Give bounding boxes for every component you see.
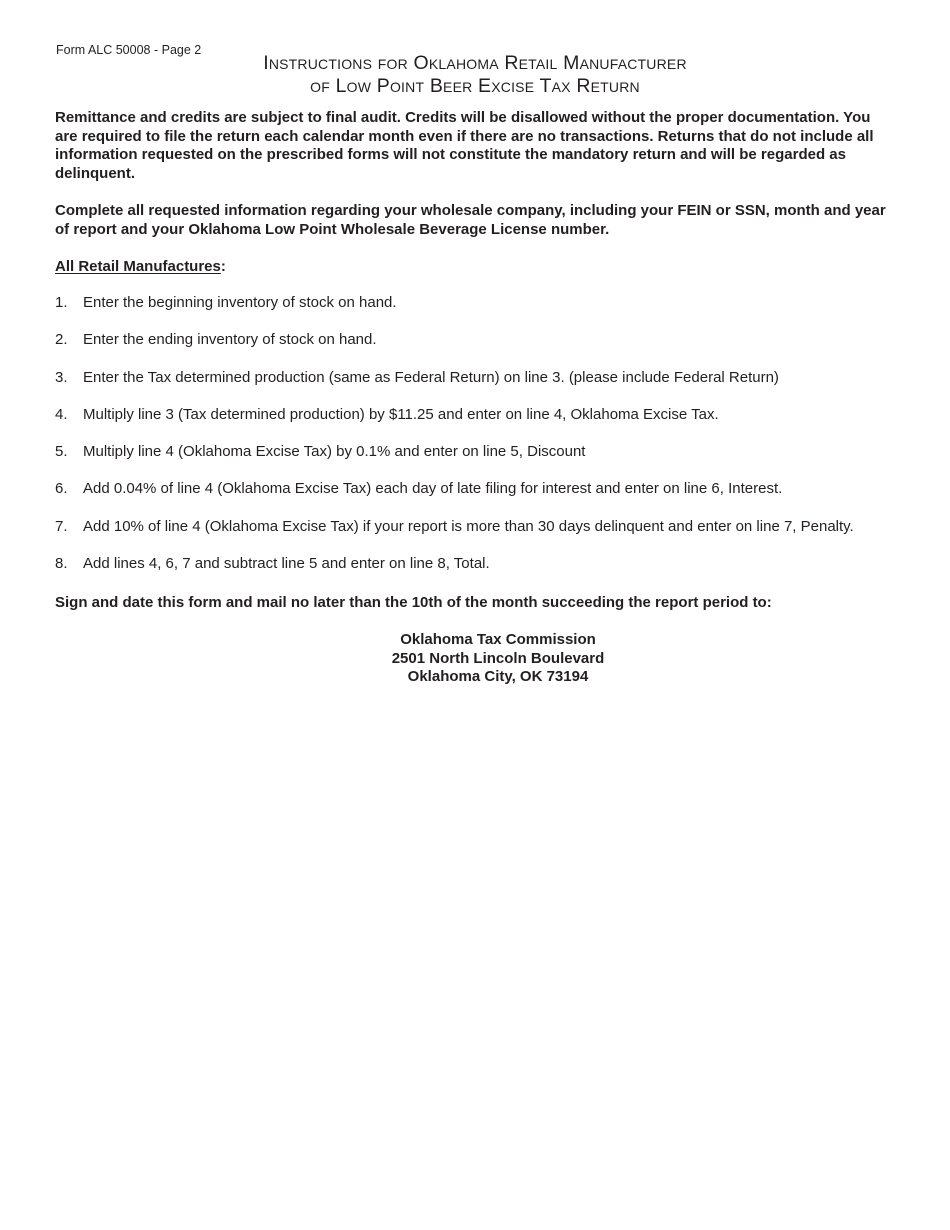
step-number: 3. [55,368,68,386]
intro-paragraph-requested-info: Complete all requested information regarding your wholesale company, including your FEIN or SSN, month and year of report and your Oklahoma Low Point Wholesale Beverage License number. [55,202,886,238]
step-number: 7. [55,517,68,535]
step-number: 1. [55,294,68,311]
mailing-address [0,631,950,687]
section-heading-text: All Retail Manufactures [55,258,221,275]
step-number: 6. [55,480,68,498]
step-item [55,369,935,388]
intro-paragraph-remittance: Remittance and credits are subject to final audit. Credits will be disallowed without the proper documentation. You are required to file the return each calendar month even if there are no transactions. Returns that do not include all information requested on the prescribed forms will not constitute the mandatory return and will be regarded as delinquent. [55,109,874,183]
form-id: Form ALC 50008 - Page 2 [56,43,202,57]
step-item [55,443,935,462]
step-item [55,331,935,350]
step-text: Add lines 4, 6, 7 and subtract line 5 and enter on line 8, Total. [83,554,490,572]
step-number: 8. [55,554,68,572]
step-text: Multiply line 4 (Oklahoma Excise Tax) by 0.1% and enter on line 5, Discount [83,443,586,461]
mailing-instruction: Sign and date this form and mail no later than the 10th of the month succeeding the report period to: [55,594,772,611]
step-text: Enter the beginning inventory of stock on hand. [83,294,397,311]
step-item [55,518,935,537]
step-text: Add 10% of line 4 (Oklahoma Excise Tax) if your report is more than 30 days delinquent and enter on line 7, Penalty. [83,517,854,535]
step-number: 5. [55,443,68,461]
step-text: Enter the Tax determined production (same as Federal Return) on line 3. (please include Federal Return) [83,368,779,386]
title-line-1: Instructions for Oklahoma Retail Manufacturer [263,52,687,74]
address-line-2: 2501 North Lincoln Boulevard [391,649,605,667]
step-number: 2. [55,331,68,349]
step-item [55,406,935,425]
step-text: Enter the ending inventory of stock on hand. [83,331,377,349]
step-number: 4. [55,405,68,423]
step-item [55,555,935,574]
address-line-3: Oklahoma City, OK 73194 [407,668,589,686]
step-text: Multiply line 3 (Tax determined production) by $11.25 and enter on line 4, Oklahoma Excise Tax. [83,405,719,423]
step-text: Add 0.04% of line 4 (Oklahoma Excise Tax) each day of late filing for interest and enter on line 6, Interest. [83,480,783,498]
section-heading-colon: : [220,258,226,275]
instruction-steps [55,294,935,592]
title-line-2: of Low Point Beer Excise Tax Return [310,74,640,97]
step-item [55,480,935,499]
section-heading [55,258,226,277]
address-line-1: Oklahoma Tax Commission [400,631,596,648]
document-title [0,52,950,97]
step-item [55,294,935,313]
